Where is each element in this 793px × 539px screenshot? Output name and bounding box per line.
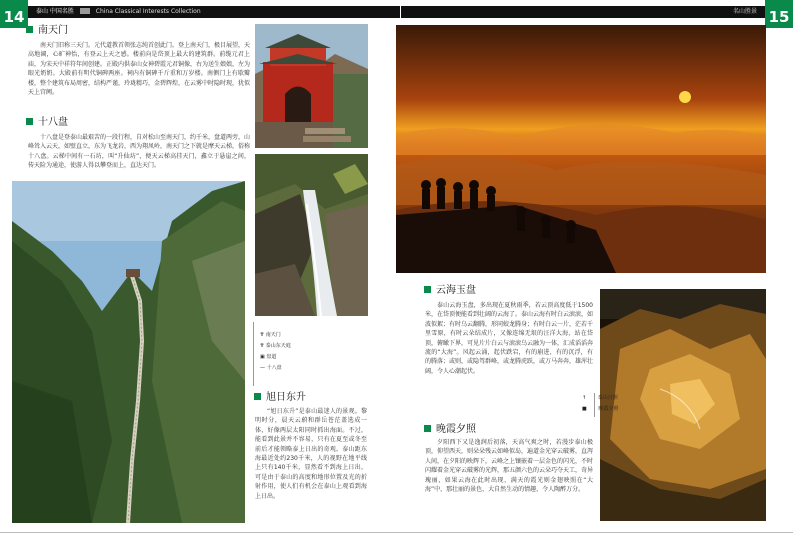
left-page-number: 14 xyxy=(0,0,28,28)
right-header-section: 名山胜景 xyxy=(732,8,757,15)
legend-item: ■ 晚霞夕照 xyxy=(582,406,619,412)
legend-item: ⇈ 南天门 xyxy=(260,332,281,338)
photo-nantianmen-gate xyxy=(255,24,368,148)
heading-text: 晚霞夕照 xyxy=(436,424,476,435)
bullet-square-icon xyxy=(26,118,33,125)
bullet-square-icon xyxy=(254,393,261,400)
section-heading-shibapan xyxy=(26,117,68,129)
paragraph-shibapan: 十八盘是登泰山最艰苦的一段行程，自对松山至南天门，约千米，盘道两旁，山峰耸入云天，如壁直立，东为飞龙岩，西为翔凤岭，南天门之下就是摩天云梯，俗称十八盘。云梯中间有一石坊，叫“升仙坊”，便天云梯高挂天门，鑫立于悬崖之间，传天险为通途，使游人得以攀登而上，直达天门。 xyxy=(28,134,251,170)
legend-label: 晚霞夕照 xyxy=(598,406,619,412)
bottom-rule xyxy=(0,532,793,533)
photo-waterfall xyxy=(255,154,368,316)
paragraph-wanxiaxizhao: 夕阳西下又是逸润后初落，天高气爽之时，若漫步泰山极顶，仰望西天，则朵朵残云如峰似岛，遍道金光穿云破雾，直泻人间，在夕阳的映辉下，云峰之上镶嵌着一层金色的闪光，不时闪耀着金光穿云破雾的光辉，那五颜六色的云朵巧夺天工，奇异瑰丽，如果云海在此时出现，满天的霞光则金翅映照在“大海”中，那壮丽的景色，大自然生动的情趣，令人陶醉万分。 xyxy=(425,439,594,494)
bullet-square-icon xyxy=(424,425,431,432)
legend-label: 泰山东天庭 xyxy=(265,343,291,349)
paragraph-xuridongsheng: “旭日东升”是泰山最迷人的景观。黎明时分，晨天云蔚和群岳苍茫盖选成一体，好像两层太阳同时抓出海面。不过，能看到此景并不容易，只有在夏至或冬至前后才能领略泰上日出的奇观。泰山距东海最近处约230千米，人的视野在地平线上只有140千米，显然看不到海上日出，可是由于泰山的高度和地形位置及光的折射作用，使人们有机会在泰山上观看到海上日出。 xyxy=(255,408,367,500)
legend-label: 盘道 xyxy=(266,354,277,360)
paragraph-nantianmen: 南天门旧称三天门。元代道教首领张志纯首创此门。登上南天门，极目展望，天高地阔，心旷神怡，有登云上天之感。楼前向是岱顶上最大的建筑群。前缆元君上庙，为宋天中祥符年间创建。正殿内供泰山女神碧霞元君铜像，右为送生娘娘，左为眼光奶奶。大殿前有明代铜碑两座。祠内有铜碑千斤重和万岁楼。南侧门上有歇瓣楼，整个建筑布局周密，结构严谨，玲珑精巧，金碧辉煌，在云雾中时隐时现，犹似天上宫阙。 xyxy=(28,42,251,97)
right-header-bar xyxy=(401,6,765,18)
heading-text: 旭日东升 xyxy=(266,392,306,403)
legend-item: ⇈ 泰山东天庭 xyxy=(260,343,291,349)
section-heading-yunhaiyupan xyxy=(424,285,476,297)
aerial-illustration xyxy=(597,289,766,521)
legend-label: 十八盘 xyxy=(266,365,282,371)
left-header-title-en: China Classical Interests Collection xyxy=(95,8,201,15)
left-header-bar xyxy=(28,6,400,18)
legend-item: — 十八盘 xyxy=(260,365,282,371)
gate-illustration xyxy=(255,24,368,148)
left-header-title-cn: 泰山 中国名胜 xyxy=(36,8,74,15)
waterfall-illustration xyxy=(255,154,368,316)
left-header-title xyxy=(36,6,201,18)
section-heading-xuridongsheng xyxy=(254,392,306,404)
legend-item: ↑ 泰山日照 xyxy=(582,395,618,401)
paragraph-yunhaiyupan: 泰山云海玉盘，多出现在夏秋雨季，若云顶高度低于1500米，在岱顶便能看到壮阔的云海了。泰山云海有时白云滚滚，如波似絮；有时乌云翻腾，形同蛟龙腾身；有时白云一片，茫若千里雪原，有时云朵结成片，又像连绵无垠的汪洋大海，站在岱顶，俯瞰下界，可见片片白云与滚滚乌云融为一体，汇成滔滔奔流的“大海”。风起云涌，起伏跌宕，有的崩进，有的沉浮，有的腾落；或则，或隐驾群峰，或龙腾虎跃，或万马奔奔，雄浑壮阔，令人心潮起伏。 xyxy=(425,302,594,375)
section-heading-wanxiaxizhao xyxy=(424,424,476,436)
legend-item: ▣ 盘道 xyxy=(260,354,277,360)
legend-label: 泰山日照 xyxy=(597,395,618,401)
heading-text: 南天门 xyxy=(38,25,68,36)
section-heading-nantianmen xyxy=(26,25,68,37)
map-legend-left xyxy=(253,322,369,386)
photo-eighteen-bends xyxy=(12,181,245,523)
right-page-number: 15 xyxy=(765,0,793,28)
legend-label: 南天门 xyxy=(265,332,281,338)
cliff-illustration xyxy=(12,181,245,523)
bullet-square-icon xyxy=(26,26,33,33)
heading-text: 云海玉盘 xyxy=(436,285,476,296)
sunrise-illustration xyxy=(396,25,766,273)
bullet-square-icon xyxy=(424,286,431,293)
photo-aerial-mountain xyxy=(597,289,766,521)
heading-text: 十八盘 xyxy=(38,117,68,128)
photo-sunrise-over-clouds xyxy=(396,25,766,273)
camera-icon xyxy=(80,8,90,14)
